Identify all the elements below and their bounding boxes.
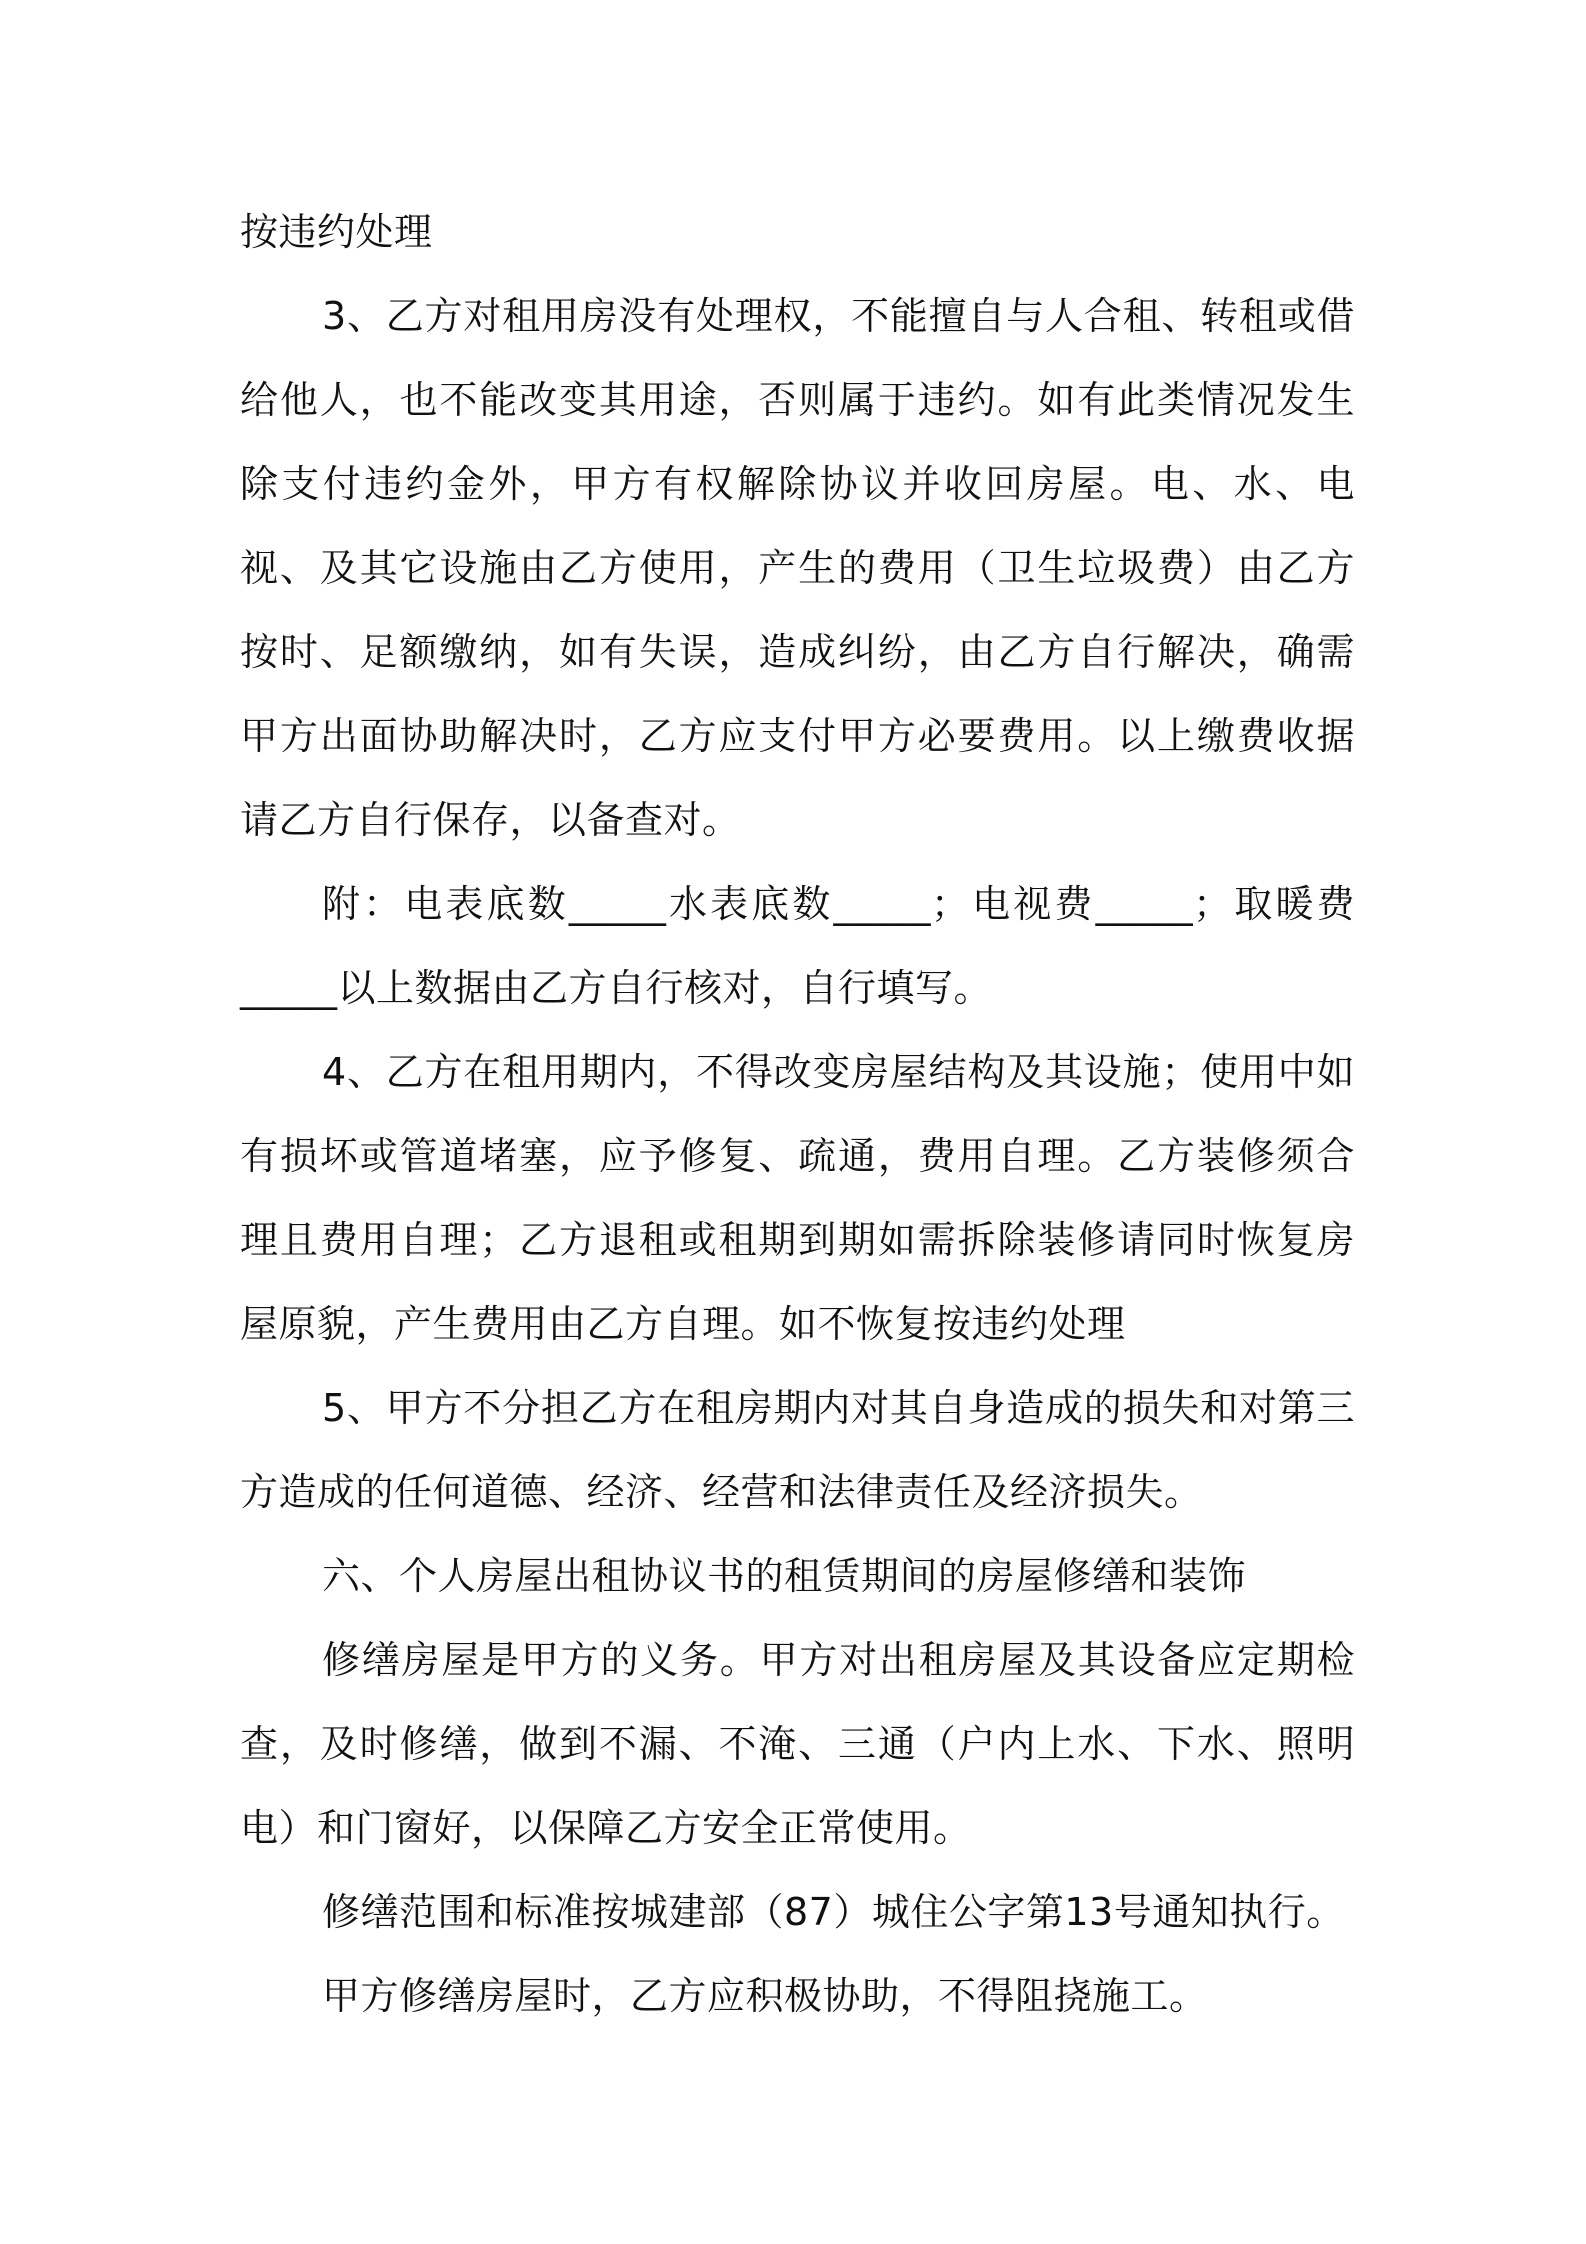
paragraph-clause-5: 5、甲方不分担乙方在租房期内对其自身造成的损失和对第三方造成的任何道德、经济、经营和法律责任及经济损失。 <box>240 1386 1355 1514</box>
paragraph-clause-3: 3、乙方对租用房没有处理权，不能擅自与人合租、转租或借给他人，也不能改变其用途，否则属于违约。如有此类情况发生除支付违约金外，甲方有权解除协议并收回房屋。电、水、电视、及其它设施由乙方使用，产生的费用（卫生垃圾费）由乙方按时、足额缴纳，如有失误，造成纠纷，由乙方自行解决，确需甲方出面协助解决时，乙方应支付甲方必要费用。以上缴费收据请乙方自行保存，以备查对。 <box>240 294 1355 842</box>
paragraph-repair-duty: 修缮房屋是甲方的义务。甲方对出租房屋及其设备应定期检查，及时修缮，做到不漏、不淹、三通（户内上水、下水、照明电）和门窗好，以保障乙方安全正常使用。 <box>240 1638 1355 1850</box>
paragraph-repair-standard: 修缮范围和标准按城建部（87）城住公字第13号通知执行。 <box>322 1890 1345 1934</box>
paragraph-clause-4: 4、乙方在租用期内，不得改变房屋结构及其设施；使用中如有损坏或管道堵塞，应予修复、疏通，费用自理。乙方装修须合理且费用自理；乙方退租或租期到期如需拆除装修请同时恢复房屋原貌，产生费用由乙方自理。如不恢复按违约处理 <box>240 1050 1355 1346</box>
paragraph-meter-readings: 附：电表底数_____水表底数_____；电视费_____；取暖费_____以上数据由乙方自行核对，自行填写。 <box>240 882 1355 1010</box>
paragraph-repair-cooperation: 甲方修缮房屋时，乙方应积极协助，不得阻挠施工。 <box>322 1974 1208 2018</box>
document-body <box>240 190 1355 2038</box>
section-heading-repairs: 六、个人房屋出租协议书的租赁期间的房屋修缮和装饰 <box>322 1554 1247 1598</box>
paragraph-continuation: 按违约处理 <box>240 210 433 254</box>
